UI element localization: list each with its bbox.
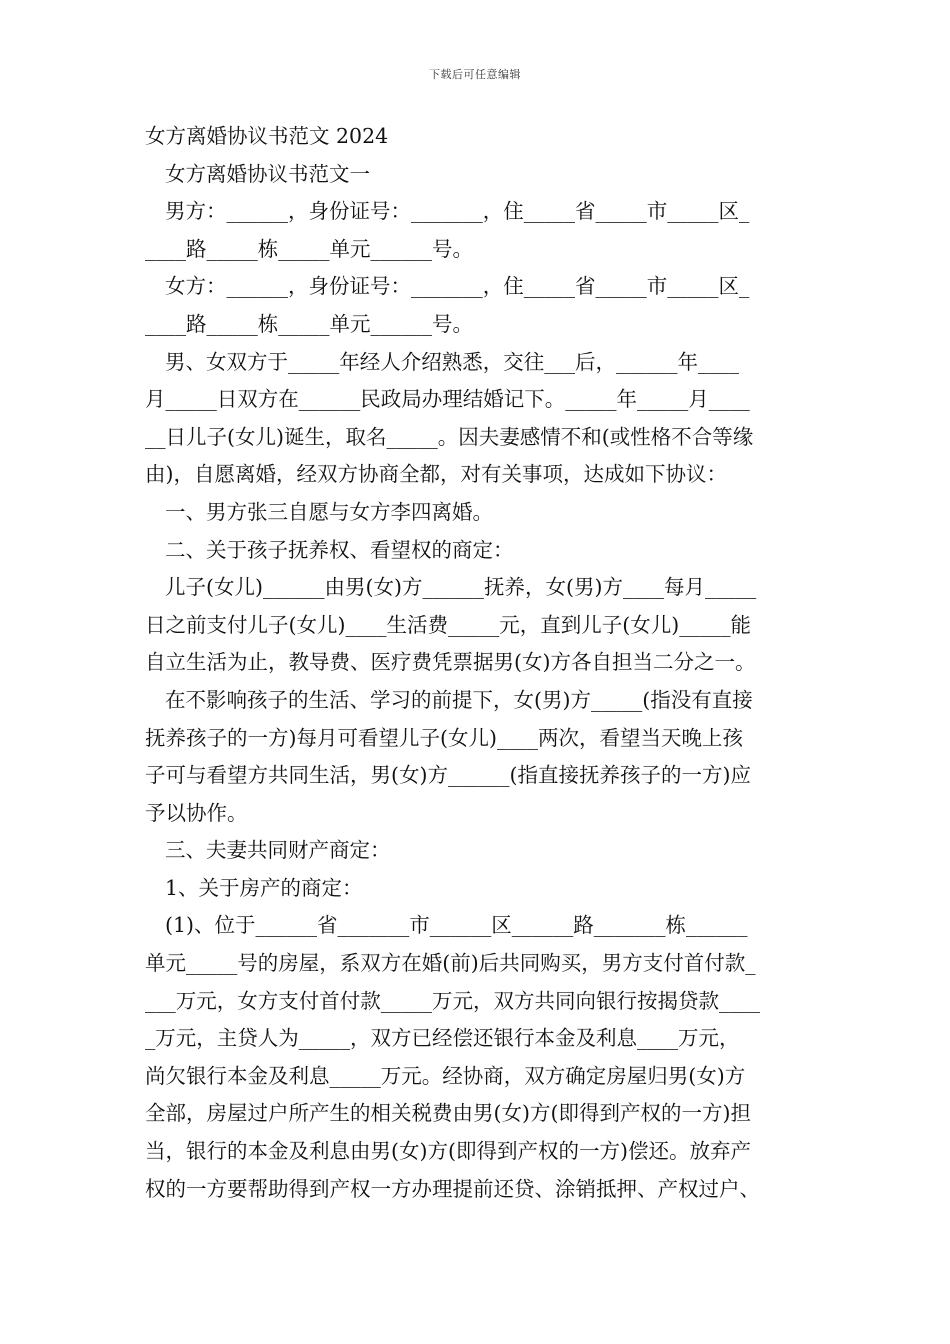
body-line: 全部，房屋过户所产生的相关税费由男(女)方(即得到产权的一方)担 (145, 1101, 751, 1126)
header-note: 下载后可任意编辑 (429, 68, 521, 81)
section-heading: 女方离婚协议书范文一 (165, 161, 370, 186)
clause-subheading: 1、关于房产的商定： (165, 875, 363, 900)
body-line: (1)、位于______省_______市______区______路_______栋______ (165, 913, 748, 938)
document-title: 女方离婚协议书范文 2024 (145, 124, 389, 148)
body-line: 月_____日双方在______民政局办理结婚记下。_____年_____月____ (145, 387, 750, 412)
clause-heading: 二、关于孩子抚养权、看望权的商定： (165, 537, 514, 562)
body-line: _万元，主贷人为_____，双方已经偿还银行本金及利息____万元， (145, 1026, 740, 1051)
body-line: 子可与看望方共同生活，男(女)方______(指直接抚养孩子的一方)应 (145, 763, 751, 788)
body-line: ____路_____栋_____单元______号。 (145, 311, 473, 336)
body-line: 抚养孩子的一方)每月可看望儿子(女儿)____两次，看望当天晚上孩 (145, 725, 743, 750)
body-line: 儿子(女儿)______由男(女)方______抚养，女(男)方____每月_____ (165, 575, 757, 600)
body-line: 女方：______，身份证号：_______，住_____省_____市_____区_ (165, 274, 750, 299)
clause-heading: 三、夫妻共同财产商定： (165, 838, 391, 863)
clause-heading: 一、男方张三自愿与女方李四离婚。 (165, 499, 493, 524)
document-body (145, 118, 810, 1208)
body-line: __日儿子(女儿)诞生，取名_____。因夫妻感情不和(或性格不合等缘 (145, 424, 754, 449)
body-line: 当，银行的本金及利息由男(女)方(即得到产权的一方)偿还。放弃产 (145, 1139, 751, 1164)
body-line: ___万元，女方支付首付款_____万元，双方共同向银行按揭贷款____ (145, 988, 760, 1013)
body-line: 予以协作。 (145, 800, 248, 825)
body-line: ____路_____栋_____单元______号。 (145, 236, 473, 261)
body-line: 自立生活为止，教导费、医疗费凭票据男(女)方各自担当二分之一。 (145, 650, 756, 675)
body-line: 权的一方要帮助得到产权一方办理提前还贷、涂销抵押、产权过户、 (145, 1176, 760, 1201)
body-line: 由)，自愿离婚，经双方协商全都，对有关事项，达成如下协议： (145, 462, 727, 487)
body-line: 男、女双方于_____年经人介绍熟悉，交往___后，______年____ (165, 349, 739, 374)
body-line: 男方：______，身份证号：_______，住_____省_____市_____区_ (165, 199, 750, 224)
body-line: 单元_____号的房屋，系双方在婚(前)后共同购买，男方支付首付款_ (145, 951, 756, 976)
body-line: 在不影响孩子的生活、学习的前提下，女(男)方_____(指没有直接 (165, 687, 753, 712)
body-line: 尚欠银行本金及利息_____万元。经协商，双方确定房屋归男(女)方 (145, 1063, 746, 1088)
body-line: 日之前支付儿子(女儿)____生活费_____元，直到儿子(女儿)_____能 (145, 612, 751, 637)
